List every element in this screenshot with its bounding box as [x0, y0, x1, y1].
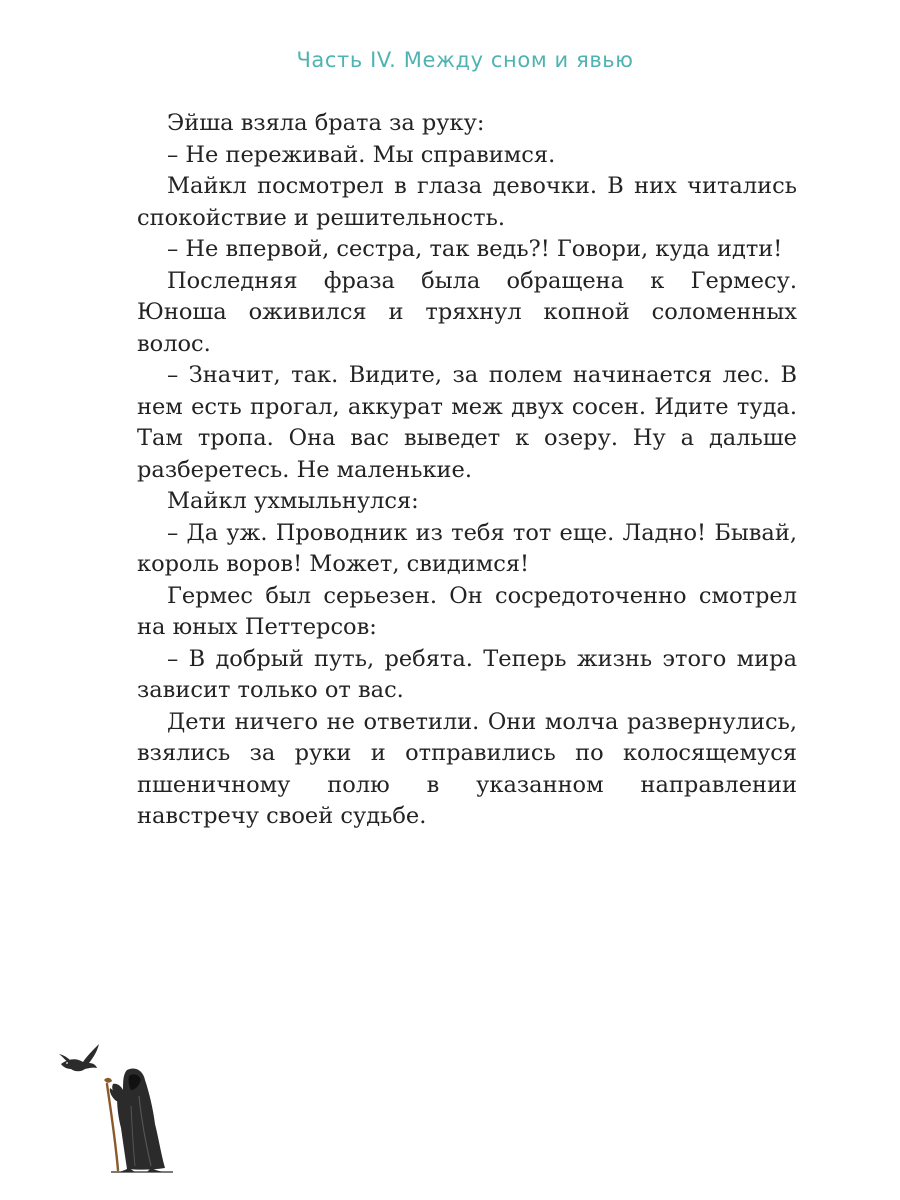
- paragraph: Майкл посмотрел в глаза девочки. В них читались спокойствие и решительность.: [137, 173, 797, 231]
- crow-and-hooded-figure-icon: [55, 1036, 195, 1176]
- paragraph: Последняя фраза была обращена к Гермесу. Юноша оживился и тряхнул копной соломенных волос.: [137, 267, 797, 357]
- paragraph: Гермес был серьезен. Он сосредоточенно смотрел на юных Петтерсов:: [137, 582, 797, 640]
- paragraph: Эйша взяла брата за руку:: [167, 110, 485, 136]
- paragraph: – В добрый путь, ребята. Теперь жизнь этого мира зависит только от вас.: [137, 645, 797, 703]
- crow-icon: [59, 1044, 99, 1071]
- body-text: [137, 108, 797, 833]
- paragraph: – Не впервой, сестра, так ведь?! Говори, куда идти!: [167, 236, 783, 262]
- paragraph: – Да уж. Проводник из тебя тот еще. Ладно! Бывай, король воров! Может, свидимся!: [137, 519, 797, 577]
- paragraph: Дети ничего не ответили. Они молча развернулись, взялись за руки и отправились по колосящемуся пшеничному полю в указанном направлении навстречу своей судьбе.: [137, 708, 797, 829]
- paragraph: – Не переживай. Мы справимся.: [167, 141, 556, 168]
- running-head: Часть IV. Между сном и явью: [296, 48, 634, 72]
- hooded-figure-icon: [104, 1068, 173, 1172]
- paragraph: Майкл ухмыльнулся:: [167, 488, 419, 514]
- paragraph: – Значит, так. Видите, за полем начинается лес. В нем есть прогал, аккурат меж двух сосен. Идите туда. Там тропа. Она вас выведет к озеру. Ну а дальше разберетесь. Не маленькие.: [137, 362, 797, 483]
